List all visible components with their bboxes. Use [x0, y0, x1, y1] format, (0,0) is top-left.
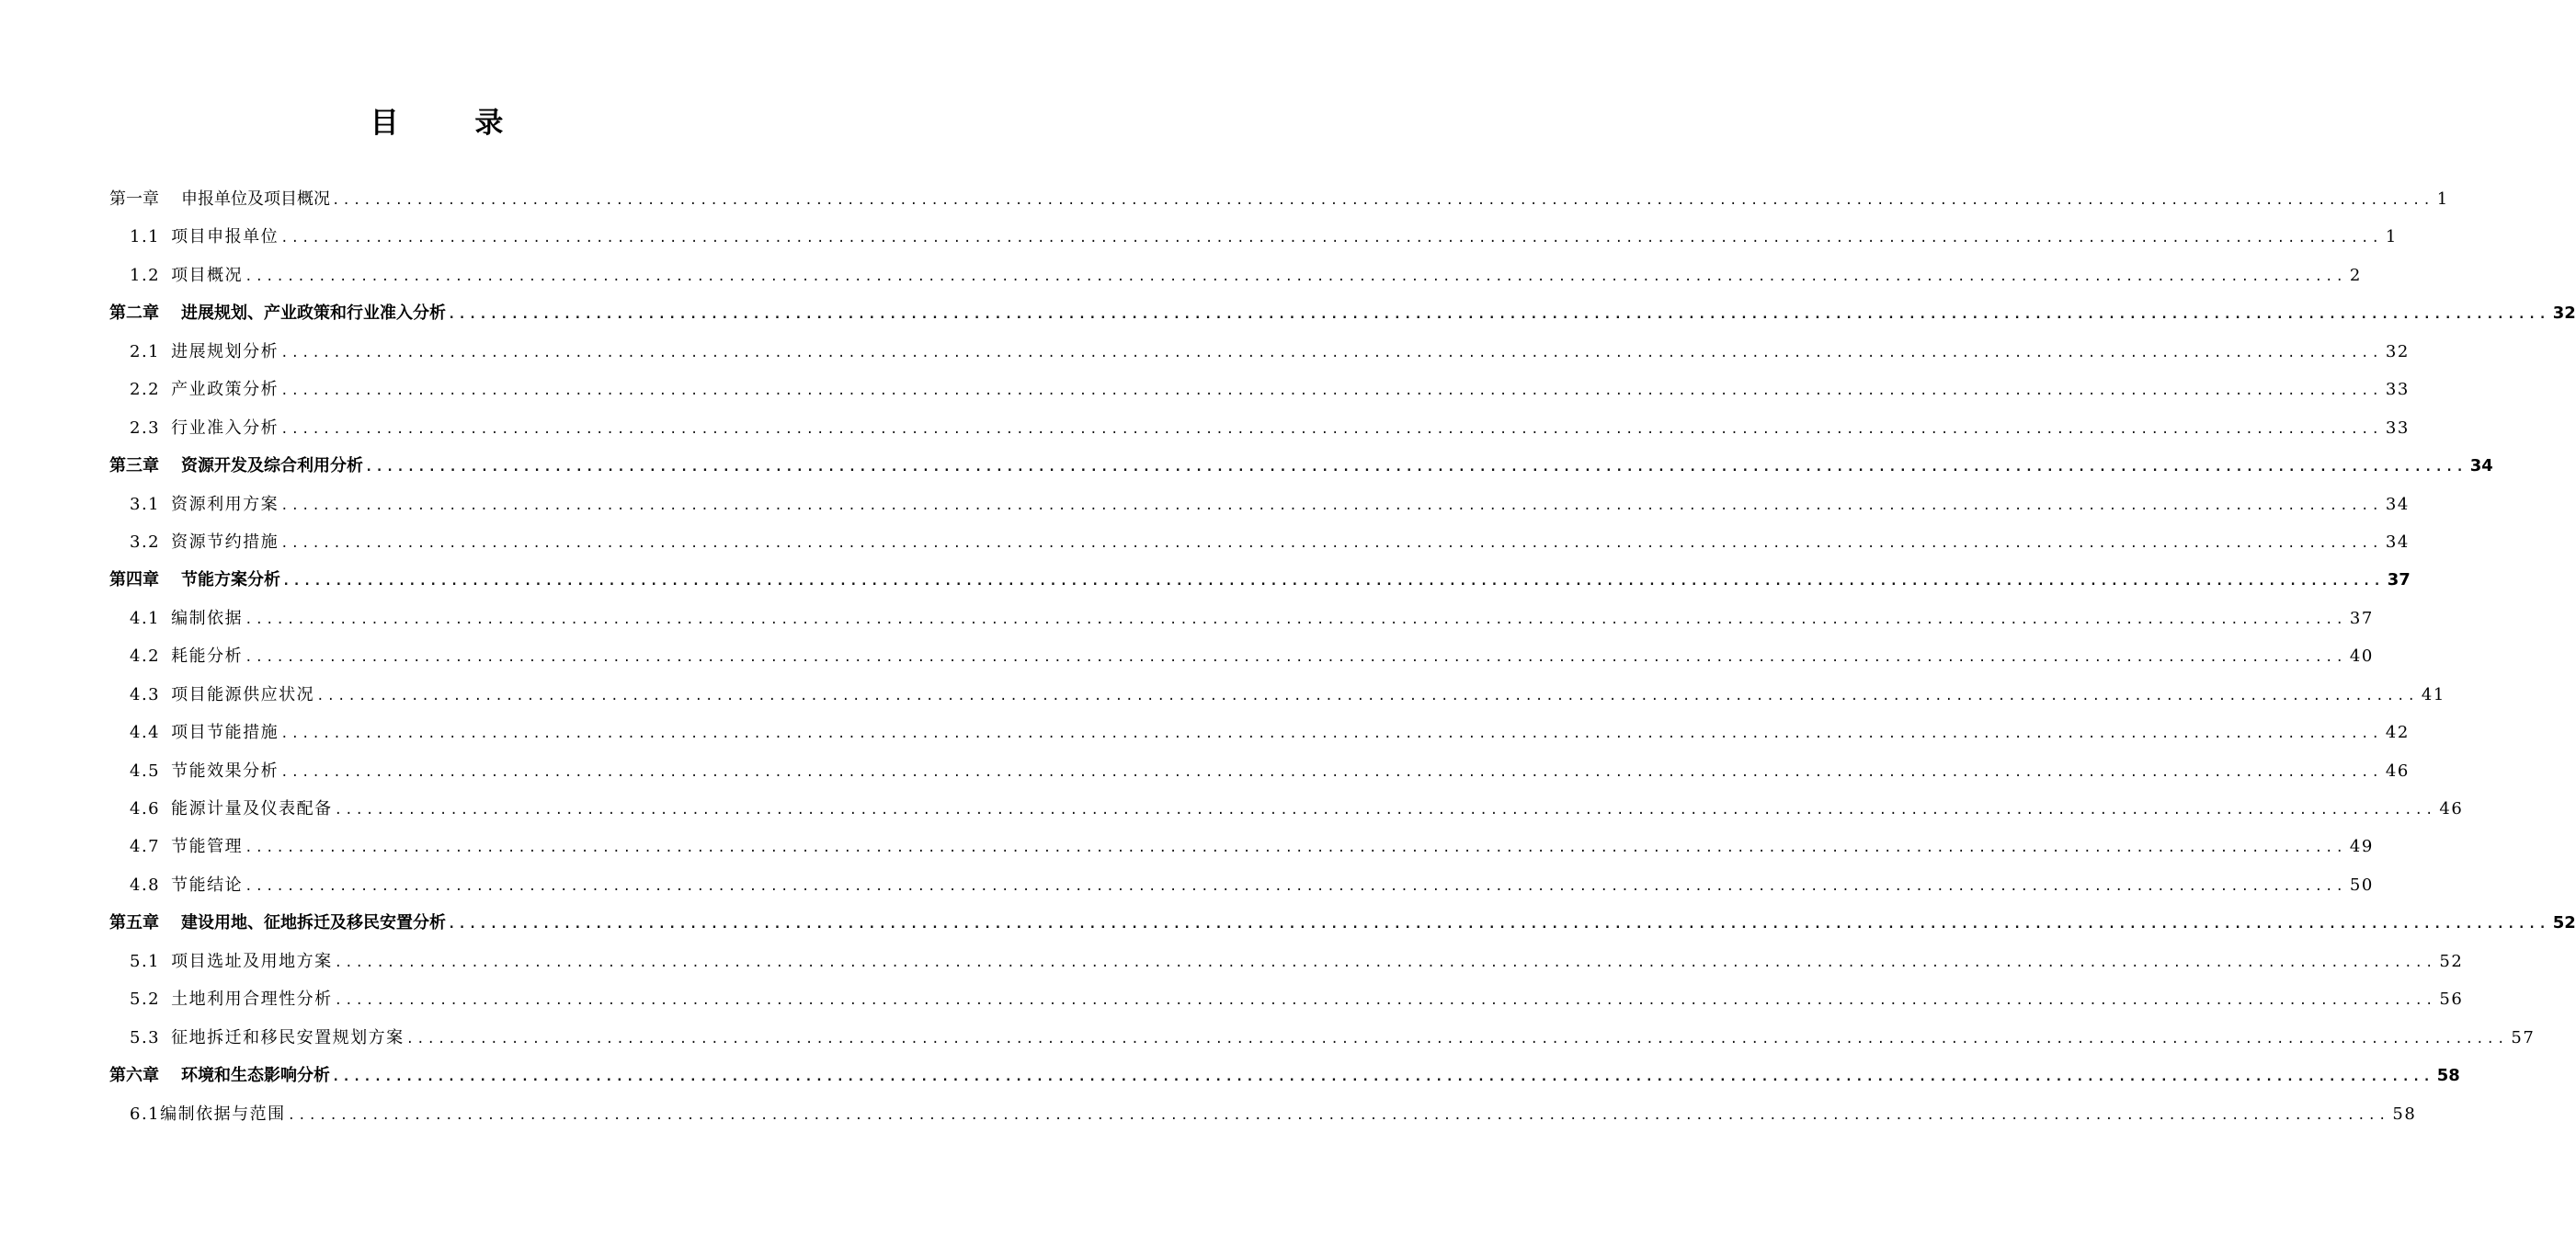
toc-entry-number: 第五章 — [109, 913, 159, 933]
toc-page-number: 37 — [2387, 570, 2411, 590]
toc-entry-number: 4.2 — [130, 647, 161, 667]
toc-entry-label: 资源节约措施 — [171, 532, 279, 552]
toc-section-entry[interactable] — [109, 333, 2410, 371]
toc-page-number: 46 — [2439, 799, 2464, 818]
dot-leader: ........................................................................................................................................................................................................ — [280, 498, 2382, 513]
toc-entry-label: 项目申报单位 — [171, 227, 279, 247]
toc-entry-label: 编制依据与范围 — [160, 1104, 286, 1124]
toc-entry-number: 2.2 — [130, 380, 161, 400]
dot-leader: ........................................................................................................................................................................................................ — [332, 193, 2434, 208]
toc-section-entry[interactable] — [109, 409, 2410, 447]
toc-entry-number: 1.2 — [130, 265, 161, 285]
toc-page-number: 34 — [2385, 494, 2410, 514]
dot-leader: ........................................................................................................................................................................................................ — [316, 688, 2418, 704]
toc-chapter-entry[interactable] — [109, 180, 2448, 218]
toc-page-number: 33 — [2385, 380, 2410, 400]
toc-page-number: 52 — [2552, 913, 2576, 933]
toc-section-entry[interactable] — [109, 828, 2374, 865]
toc-section-entry[interactable] — [109, 790, 2464, 828]
toc-page-number: 32 — [2385, 341, 2410, 361]
toc-section-entry[interactable] — [109, 257, 2362, 294]
toc-entry-label: 申报单位及项目概况 — [181, 189, 330, 209]
toc-page-number: 2 — [2349, 265, 2362, 285]
toc-section-entry[interactable] — [109, 371, 2410, 408]
toc-page-number: 56 — [2439, 990, 2464, 1010]
toc-entry-label: 行业准入分析 — [171, 418, 279, 438]
toc-entry-number: 5.3 — [130, 1027, 161, 1047]
dot-leader: ........................................................................................................................................................................................................ — [280, 535, 2382, 551]
toc-page-number: 33 — [2385, 418, 2410, 438]
toc-entry-label: 建设用地、征地拆迁及移民安置分析 — [181, 913, 446, 933]
toc-entry-label: 环境和生态影响分析 — [181, 1066, 330, 1086]
toc-entry-label: 节能效果分析 — [171, 761, 279, 781]
dot-leader: ........................................................................................................................................................................................................ — [448, 917, 2549, 933]
toc-section-entry[interactable] — [109, 1095, 2417, 1133]
toc-page-number: 34 — [2469, 456, 2493, 476]
toc-entry-number: 4.8 — [130, 875, 161, 895]
toc-entry-number: 3.2 — [130, 532, 161, 552]
toc-entry-label: 项目能源供应状况 — [171, 684, 315, 704]
toc-section-entry[interactable] — [109, 980, 2464, 1018]
toc-page-number: 58 — [2436, 1066, 2460, 1086]
toc-entry-label: 编制依据 — [171, 608, 244, 628]
toc-entry-number: 5.1 — [130, 951, 161, 971]
toc-entry-label: 节能结论 — [171, 875, 244, 895]
toc-page-number: 32 — [2552, 303, 2576, 324]
toc-page-number: 52 — [2439, 951, 2464, 971]
toc-page-number: 1 — [2385, 227, 2398, 247]
dot-leader: ........................................................................................................................................................................................................ — [245, 269, 2346, 284]
toc-entry-label: 项目选址及用地方案 — [171, 951, 333, 971]
toc-entry-number: 第四章 — [109, 570, 159, 590]
toc-chapter-entry[interactable] — [109, 1057, 2460, 1094]
toc-entry-label: 耗能分析 — [171, 647, 244, 667]
toc-chapter-entry[interactable] — [109, 561, 2411, 599]
toc-section-entry[interactable] — [109, 637, 2374, 675]
dot-leader: ........................................................................................................................................................................................................ — [448, 307, 2549, 323]
toc-page-number: 46 — [2385, 761, 2410, 781]
table-of-contents — [109, 180, 2576, 1133]
toc-entry-number: 2.3 — [130, 418, 161, 438]
dot-leader: ........................................................................................................................................................................................................ — [365, 460, 2467, 475]
toc-page-number: 37 — [2349, 608, 2374, 628]
toc-section-entry[interactable] — [109, 752, 2410, 790]
toc-entry-number: 4.6 — [130, 799, 161, 818]
dot-leader: ........................................................................................................................................................................................................ — [334, 803, 2436, 818]
page-title: 目 录 — [370, 107, 537, 140]
toc-entry-label: 进展规划分析 — [171, 341, 279, 361]
dot-leader: ........................................................................................................................................................................................................ — [245, 841, 2346, 856]
dot-leader: ........................................................................................................................................................................................................ — [405, 1031, 2508, 1047]
dot-leader: ........................................................................................................................................................................................................ — [280, 421, 2382, 437]
toc-entry-number: 2.1 — [130, 341, 161, 361]
toc-entry-number: 第六章 — [109, 1066, 159, 1086]
toc-section-entry[interactable] — [109, 676, 2445, 714]
toc-entry-label: 土地利用合理性分析 — [171, 990, 333, 1010]
toc-entry-label: 资源利用方案 — [171, 494, 279, 514]
toc-section-entry[interactable] — [109, 600, 2374, 637]
toc-entry-number: 第一章 — [109, 189, 159, 209]
toc-page-number: 50 — [2349, 875, 2374, 895]
toc-section-entry[interactable] — [109, 1019, 2536, 1057]
toc-entry-label: 进展规划、产业政策和行业准入分析 — [181, 303, 446, 324]
toc-page-number: 41 — [2421, 684, 2445, 704]
dot-leader: ........................................................................................................................................................................................................ — [280, 345, 2382, 360]
toc-entry-label: 节能管理 — [171, 837, 244, 857]
toc-page-number: 40 — [2349, 647, 2374, 667]
dot-leader: ........................................................................................................................................................................................................ — [282, 574, 2384, 589]
toc-chapter-entry[interactable] — [109, 294, 2576, 332]
dot-leader: ........................................................................................................................................................................................................ — [280, 727, 2382, 742]
dot-leader: ........................................................................................................................................................................................................ — [334, 993, 2436, 1009]
toc-entry-number: 4.4 — [130, 723, 161, 743]
toc-page-number: 42 — [2385, 723, 2410, 743]
toc-chapter-entry[interactable] — [109, 904, 2576, 942]
dot-leader: ........................................................................................................................................................................................................ — [245, 878, 2346, 894]
toc-entry-number: 6.1 — [130, 1104, 161, 1124]
toc-entry-number: 4.5 — [130, 761, 161, 781]
toc-page-number: 49 — [2349, 837, 2374, 857]
dot-leader: ........................................................................................................................................................................................................ — [280, 764, 2382, 780]
toc-section-entry[interactable] — [109, 523, 2410, 561]
toc-entry-number: 4.3 — [130, 684, 161, 704]
toc-entry-label: 征地拆迁和移民安置规划方案 — [171, 1027, 405, 1047]
dot-leader: ........................................................................................................................................................................................................ — [332, 1070, 2434, 1085]
toc-section-entry[interactable] — [109, 866, 2374, 904]
toc-section-entry[interactable] — [109, 943, 2464, 980]
toc-entry-number: 4.1 — [130, 608, 161, 628]
toc-section-entry[interactable] — [109, 714, 2410, 751]
dot-leader: ........................................................................................................................................................................................................ — [245, 650, 2346, 666]
toc-section-entry[interactable] — [109, 486, 2410, 523]
dot-leader: ........................................................................................................................................................................................................ — [334, 955, 2436, 970]
dot-leader: ........................................................................................................................................................................................................ — [280, 383, 2382, 399]
toc-page-number: 57 — [2511, 1027, 2536, 1047]
toc-entry-number: 5.2 — [130, 990, 161, 1010]
toc-page-number: 1 — [2436, 189, 2448, 209]
toc-entry-label: 项目概况 — [171, 265, 244, 285]
toc-entry-label: 资源开发及综合利用分析 — [181, 456, 363, 476]
toc-page-number: 34 — [2385, 532, 2410, 552]
toc-entry-label: 项目节能措施 — [171, 723, 279, 743]
dot-leader: ........................................................................................................................................................................................................ — [287, 1107, 2389, 1123]
dot-leader: ........................................................................................................................................................................................................ — [280, 231, 2382, 246]
toc-entry-number: 1.1 — [130, 227, 161, 247]
toc-entry-number: 3.1 — [130, 494, 161, 514]
toc-section-entry[interactable] — [109, 218, 2398, 256]
toc-page-number: 58 — [2392, 1104, 2417, 1124]
toc-entry-number: 第二章 — [109, 303, 159, 324]
toc-entry-label: 产业政策分析 — [171, 380, 279, 400]
dot-leader: ........................................................................................................................................................................................................ — [245, 612, 2346, 627]
toc-entry-label: 节能方案分析 — [181, 570, 280, 590]
toc-entry-number: 第三章 — [109, 456, 159, 476]
toc-entry-label: 能源计量及仪表配备 — [171, 799, 333, 818]
toc-entry-number: 4.7 — [130, 837, 161, 857]
toc-chapter-entry[interactable] — [109, 447, 2493, 485]
